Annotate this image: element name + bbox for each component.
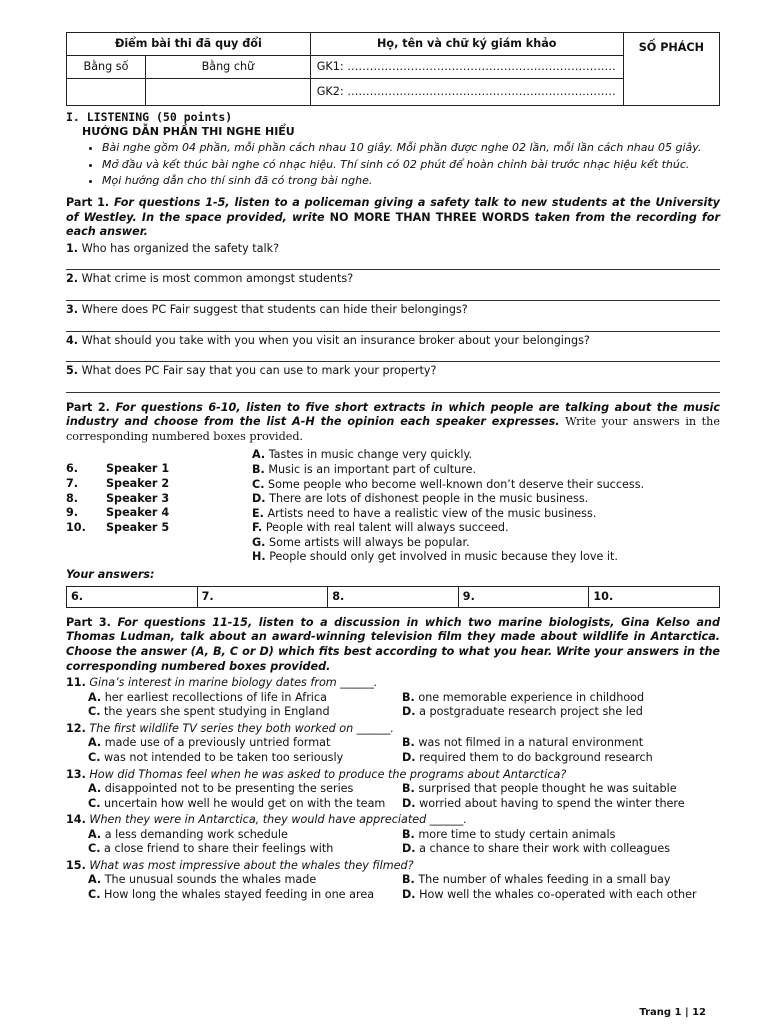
opinion-item [252, 478, 644, 493]
option-letter: B. [402, 827, 415, 841]
answer-option[interactable] [88, 705, 402, 720]
part2-instruction-tail: Write your answers in the corresponding numbered boxes provided. [66, 415, 721, 443]
option-text: worried about having to spend the winter there [419, 796, 685, 810]
question-stem [66, 859, 720, 874]
instruction-item: • Bài nghe gồm 04 phần, mỗi phần cách nhau 10 giây. Mỗi phần được nghe 02 lần, mỗi lần cách nhau 05 giây. [102, 141, 720, 155]
option-letter: B. [402, 782, 415, 796]
answer-option[interactable] [402, 842, 742, 857]
question-number: 2. [66, 272, 79, 286]
speaker-name: Speaker 4 [106, 506, 170, 520]
speaker-name: Speaker 3 [106, 491, 170, 505]
answer-option[interactable] [402, 888, 742, 903]
part3-questions [66, 676, 720, 902]
part2-label: Part 2. [66, 400, 110, 414]
question [66, 242, 720, 257]
speaker-item [66, 492, 169, 507]
exam-page [66, 32, 720, 903]
question-stem [66, 676, 720, 691]
score-header-table [66, 32, 720, 106]
option-letter: D. [402, 750, 416, 764]
answer-line[interactable] [66, 256, 720, 270]
opinion-item [252, 536, 644, 551]
option-text: her earliest recollections of life in Africa [104, 690, 327, 704]
opinion-text: There are lots of dishonest people in the music business. [269, 492, 589, 506]
answer-option[interactable] [402, 751, 742, 766]
option-text: a postgraduate research project she led [419, 705, 643, 719]
question-text: Where does PC Fair suggest that students can hide their belongings? [81, 302, 468, 316]
instruction-item: • Mọi hướng dẫn cho thí sinh đã có trong bài nghe. [102, 174, 720, 188]
opinion-item [252, 507, 644, 522]
examiner-title: Họ, tên và chữ ký giám khảo [310, 33, 623, 56]
mcq-question [66, 813, 720, 857]
option-letter: D. [402, 888, 416, 901]
question-number: 5. [66, 364, 79, 378]
answer-box[interactable]: 8. [328, 586, 459, 607]
answer-option[interactable] [402, 736, 742, 751]
part1-instruction-a: For questions 1-5, listen to a policeman giving a safety talk to new students at the University of Westley. In the space provided, write [66, 196, 720, 224]
mcq-question [66, 676, 720, 720]
answer-box[interactable]: 10. [589, 586, 720, 607]
part1-instruction [66, 196, 720, 240]
speaker-list [66, 462, 169, 535]
opinion-letter: A. [252, 448, 266, 462]
opinion-text: Some people who become well-known don’t deserve their success. [268, 477, 645, 491]
part3-instruction [66, 616, 720, 674]
speaker-item [66, 477, 169, 492]
option-letter: B. [402, 690, 415, 704]
so-phach-cell: SỐ PHÁCH [623, 33, 719, 106]
instruction-item: • Mở đầu và kết thúc bài nghe có nhạc hiệu. Thí sinh có 02 phút để hoàn chỉnh bài trước nhạc hiệu kết thúc. [102, 158, 720, 172]
answer-option[interactable] [88, 736, 402, 751]
part1-instruction-c: taken from the recording for each answer. [66, 210, 720, 239]
answer-option[interactable] [88, 873, 402, 888]
option-letter: C. [88, 842, 101, 856]
opinion-letter: H. [252, 550, 266, 564]
question-number: 3. [66, 302, 79, 316]
speaker-name: Speaker 1 [106, 462, 170, 476]
question [66, 334, 720, 349]
speaker-number: 9. [66, 506, 79, 520]
option-letter: C. [88, 705, 101, 719]
option-letter: A. [88, 736, 102, 750]
question-text: Who has organized the safety talk? [81, 241, 280, 255]
bang-so-field[interactable] [67, 79, 146, 106]
answer-line[interactable] [66, 287, 720, 301]
option-text: required them to do background research [419, 750, 653, 764]
question [66, 364, 720, 379]
speaker-item [66, 506, 169, 521]
option-text: surprised that people thought he was suitable [418, 782, 677, 796]
option-text: the years she spent studying in England [104, 705, 330, 719]
option-text: one memorable experience in childhood [418, 690, 645, 704]
option-letter: B. [402, 736, 415, 750]
option-letter: A. [88, 690, 102, 704]
answer-line[interactable] [66, 348, 720, 362]
answer-box[interactable]: 9. [458, 586, 589, 607]
opinion-text: People with real talent will always succeed. [265, 521, 509, 535]
gk2-field[interactable]: GK2: ……………………………………………………………… [310, 79, 623, 106]
listening-guide-title: HƯỚNG DẪN PHẦN THI NGHE HIỂU [82, 124, 295, 138]
listening-instructions [66, 141, 720, 188]
question-text: What crime is most common amongst students? [81, 272, 354, 286]
option-text: The number of whales feeding in a small bay [418, 873, 671, 887]
gk1-field[interactable]: GK1: ……………………………………………………………… [310, 56, 623, 79]
question [66, 272, 720, 287]
listening-section-title: I. LISTENING (50 points) [66, 110, 233, 124]
part3-label: Part 3. [66, 615, 111, 629]
opinion-text: Music is an important part of culture. [268, 462, 477, 476]
answer-option[interactable] [88, 782, 402, 797]
option-letter: C. [88, 750, 101, 764]
part3-instruction-text: For questions 11-15, listen to a discussion in which two marine biologists, Gina Kelso and Thomas Ludman, talk about an award-winning television film they made about wildlife in Antarctica. Choose the answer (A, B, C or D) which fits best according to what you hear. Write your answers in the corresponding numbered boxes provided. [66, 615, 721, 673]
opinion-letter: G. [252, 535, 266, 549]
option-letter: A. [88, 827, 102, 841]
option-text: uncertain how well he would get on with the team [104, 796, 386, 810]
answer-line[interactable] [66, 379, 720, 393]
part2-instruction-text: For questions 6-10, listen to five short extracts in which people are talking about the music industry and choose from the list A-H the opinion each speaker expresses. [66, 400, 720, 429]
part2-instruction [66, 401, 720, 445]
question-text: Gina’s interest in marine biology dates from ______. [89, 676, 378, 690]
option-letter: D. [402, 705, 416, 719]
answer-option[interactable] [402, 828, 742, 843]
question-number: 12. [66, 721, 86, 735]
speaker-item [66, 521, 169, 536]
part2-matching [66, 448, 720, 566]
opinion-letter: B. [252, 462, 265, 476]
question-text: What does PC Fair say that you can use to mark your property? [81, 364, 437, 378]
option-grid [66, 828, 720, 857]
option-grid [66, 782, 720, 811]
question-number: 1. [66, 241, 79, 255]
option-grid [66, 736, 720, 765]
question-number: 15. [66, 858, 86, 872]
your-answers-label: Your answers: [66, 568, 155, 582]
question-stem [66, 768, 720, 783]
speaker-name: Speaker 2 [106, 476, 170, 490]
mcq-question [66, 768, 720, 812]
opinion-letter: D. [252, 492, 266, 506]
mcq-question [66, 859, 720, 903]
speaker-number: 10. [66, 520, 86, 534]
answer-option[interactable] [88, 797, 402, 812]
option-text: a chance to share their work with colleagues [419, 842, 671, 856]
option-text: more time to study certain animals [418, 827, 616, 841]
question-text: When they were in Antarctica, they would have appreciated ______. [89, 813, 467, 827]
opinion-letter: F. [252, 521, 263, 535]
option-text: was not filmed in a natural environment [418, 736, 644, 750]
part1-instruction-b: NO MORE THAN THREE WORDS [329, 210, 530, 224]
mcq-question [66, 722, 720, 766]
answer-option[interactable] [88, 751, 402, 766]
option-text: disappointed not to be presenting the series [104, 782, 354, 796]
bang-chu-field[interactable] [146, 79, 311, 106]
question-text: How did Thomas feel when he was asked to produce the programs about Antarctica? [89, 767, 567, 781]
speaker-number: 6. [66, 462, 79, 476]
speaker-name: Speaker 5 [106, 520, 170, 534]
question [66, 303, 720, 318]
opinion-item [252, 448, 644, 463]
answer-option[interactable] [88, 888, 402, 903]
question-number: 4. [66, 333, 79, 347]
bang-so-label: Bằng số [67, 56, 146, 79]
option-letter: A. [88, 782, 102, 796]
answer-option[interactable] [402, 705, 742, 720]
part1-label: Part 1. [66, 196, 110, 210]
answer-option[interactable] [402, 873, 742, 888]
option-text: How long the whales stayed feeding in one area [104, 888, 375, 901]
option-letter: C. [88, 888, 101, 901]
answer-boxes-table [66, 586, 720, 608]
opinion-text: Tastes in music change very quickly. [268, 448, 473, 462]
opinion-list [252, 448, 644, 565]
option-letter: D. [402, 796, 416, 810]
question-number: 11. [66, 676, 86, 690]
answer-box[interactable]: 6. [67, 586, 198, 607]
answer-option[interactable] [402, 797, 742, 812]
answer-option[interactable] [402, 782, 742, 797]
page-number: Trang 1 | 12 [639, 1007, 706, 1018]
option-letter: B. [402, 873, 415, 887]
option-text: The unusual sounds the whales made [104, 873, 317, 887]
option-text: How well the whales co-operated with each other [419, 888, 697, 901]
answer-line[interactable] [66, 318, 720, 332]
answer-box[interactable]: 7. [197, 586, 328, 607]
option-text: made use of a previously untried format [104, 736, 331, 750]
part1-questions [66, 242, 720, 393]
opinion-item [252, 550, 644, 565]
question-stem [66, 722, 720, 737]
option-letter: A. [88, 873, 102, 887]
answer-option[interactable] [88, 691, 402, 706]
question-number: 13. [66, 767, 86, 781]
opinion-text: Artists need to have a realistic view of the music business. [267, 506, 597, 520]
question-number: 14. [66, 813, 86, 827]
opinion-letter: C. [252, 477, 265, 491]
opinion-item [252, 521, 644, 536]
option-text: was not intended to be taken too seriously [104, 750, 344, 764]
question-text: The first wildlife TV series they both worked on ______. [89, 721, 394, 735]
option-text: a less demanding work schedule [104, 827, 288, 841]
opinion-text: Some artists will always be popular. [269, 535, 470, 549]
answer-option[interactable] [402, 691, 742, 706]
option-grid [66, 691, 720, 720]
opinion-item [252, 463, 644, 478]
opinion-letter: E. [252, 506, 264, 520]
speaker-item [66, 462, 169, 477]
answer-option[interactable] [88, 828, 402, 843]
option-grid [66, 873, 720, 902]
answer-option[interactable] [88, 842, 402, 857]
speaker-number: 7. [66, 476, 79, 490]
speaker-number: 8. [66, 491, 79, 505]
option-letter: C. [88, 796, 101, 810]
question-text: What was most impressive about the whales they filmed? [89, 858, 414, 872]
converted-score-title: Điểm bài thi đã quy đổi [67, 33, 311, 56]
opinion-text: People should only get involved in music because they love it. [269, 550, 618, 564]
question-text: What should you take with you when you visit an insurance broker about your belongings? [81, 333, 590, 347]
question-stem [66, 813, 720, 828]
option-text: a close friend to share their feelings with [104, 842, 334, 856]
bang-chu-label: Bằng chữ [146, 56, 311, 79]
option-letter: D. [402, 842, 416, 856]
opinion-item [252, 492, 644, 507]
